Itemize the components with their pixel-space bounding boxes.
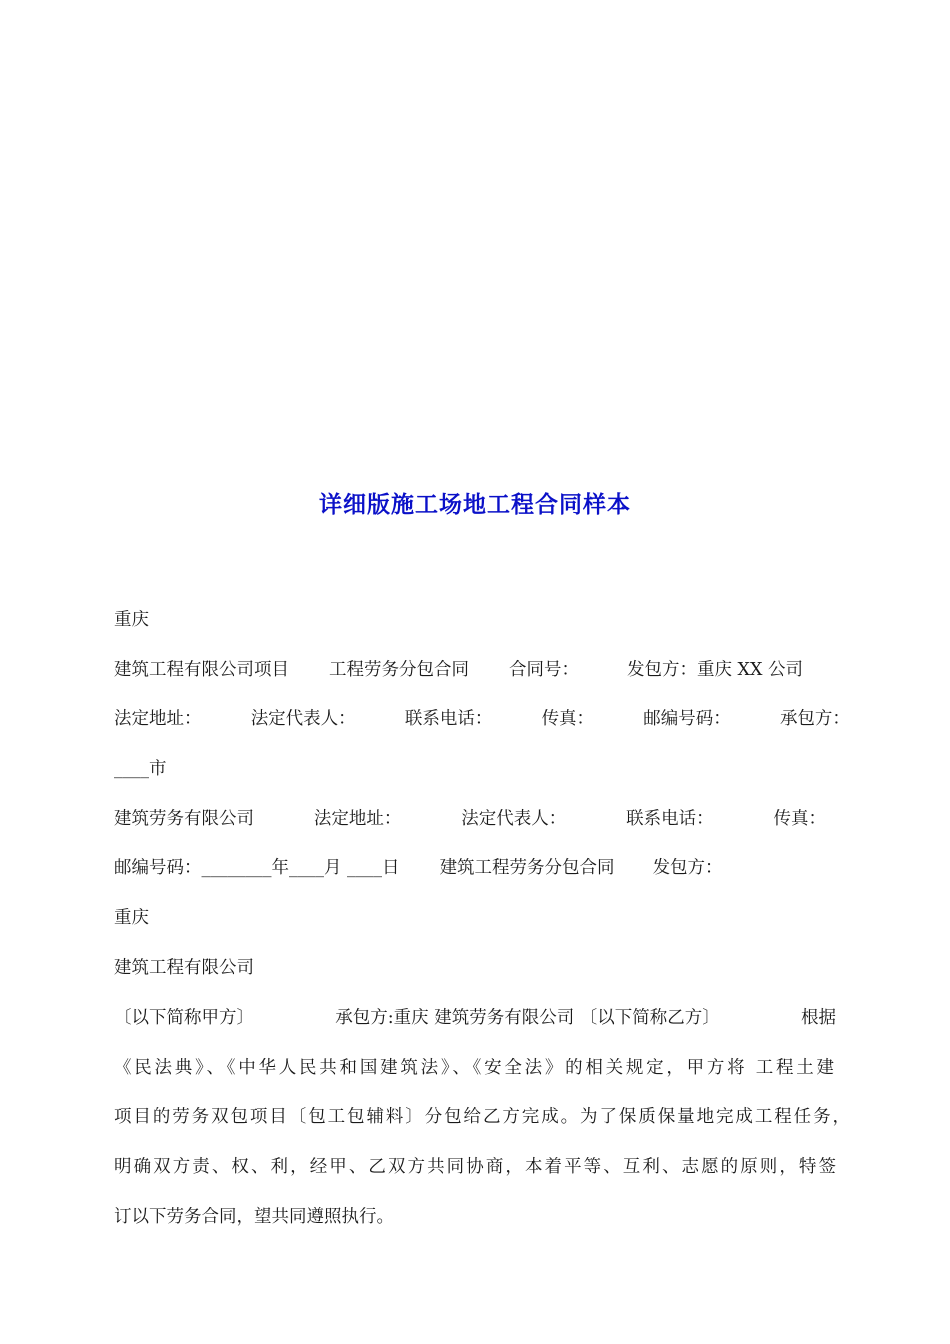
text-segment: 法定地址： (313, 809, 402, 829)
text-segment: 重庆 (114, 610, 149, 630)
text-segment: 工程劳务分包合同 (329, 660, 469, 680)
text-segment: 建筑工程有限公司 (114, 958, 254, 978)
text-segment: 重庆 (114, 908, 149, 928)
text-line-12: 明确双方责、权、利，经甲、乙双方共同协商，本着平等、互利、志愿的原则，特签 (114, 1157, 836, 1177)
text-line-11: 项目的劳务双包项目〔包工包辅料〕分包给乙方完成。为了保质保量地完成工程任务， (114, 1107, 850, 1127)
document-title: 详细版施工场地工程合同样本 (319, 491, 631, 518)
text-segment: 根据 (801, 1008, 836, 1028)
text-line-3 (114, 704, 850, 734)
text-line-5 (114, 804, 826, 834)
text-line-1 (114, 605, 844, 635)
text-segment: 传真： (541, 709, 595, 729)
text-segment: 发包方：重庆 XX 公司 (627, 660, 804, 680)
text-line-10: 《民法典》、《中华人民共和国建筑法》、《安全法》的相关规定，甲方将 工程土建 (114, 1058, 834, 1078)
text-line-9 (114, 1003, 836, 1033)
text-segment: ____市 (114, 759, 167, 779)
text-segment: 邮编号码： (643, 709, 731, 729)
text-segment: 邮编号码：________年____月 ____日 (114, 858, 400, 878)
text-segment: 建筑工程有限公司项目 (114, 660, 289, 680)
text-line-2 (114, 655, 840, 685)
text-segment: 法定代表人： (250, 709, 356, 729)
text-segment: 建筑工程劳务分包合同 (439, 858, 615, 878)
text-line-13: 订以下劳务合同，望共同遵照执行。 (114, 1207, 394, 1227)
text-line-4 (114, 754, 844, 784)
text-segment: 合同号： (509, 660, 579, 680)
text-segment: 法定代表人： (461, 809, 567, 829)
text-line-8 (114, 953, 844, 983)
text-segment: 承包方： (779, 709, 850, 729)
text-segment: 〔以下简称甲方〕 (114, 1008, 254, 1028)
text-segment: 联系电话： (626, 809, 714, 829)
text-segment: 法定地址： (114, 709, 202, 729)
text-segment: 传真： (773, 809, 826, 829)
text-segment: 联系电话： (404, 709, 493, 729)
text-line-7 (114, 903, 844, 933)
text-line-6 (114, 853, 844, 883)
text-segment: 发包方： (652, 858, 723, 878)
text-segment: 建筑劳务有限公司 (114, 809, 254, 829)
text-segment: 承包方:重庆 建筑劳务有限公司 〔以下简称乙方〕 (335, 1008, 720, 1028)
